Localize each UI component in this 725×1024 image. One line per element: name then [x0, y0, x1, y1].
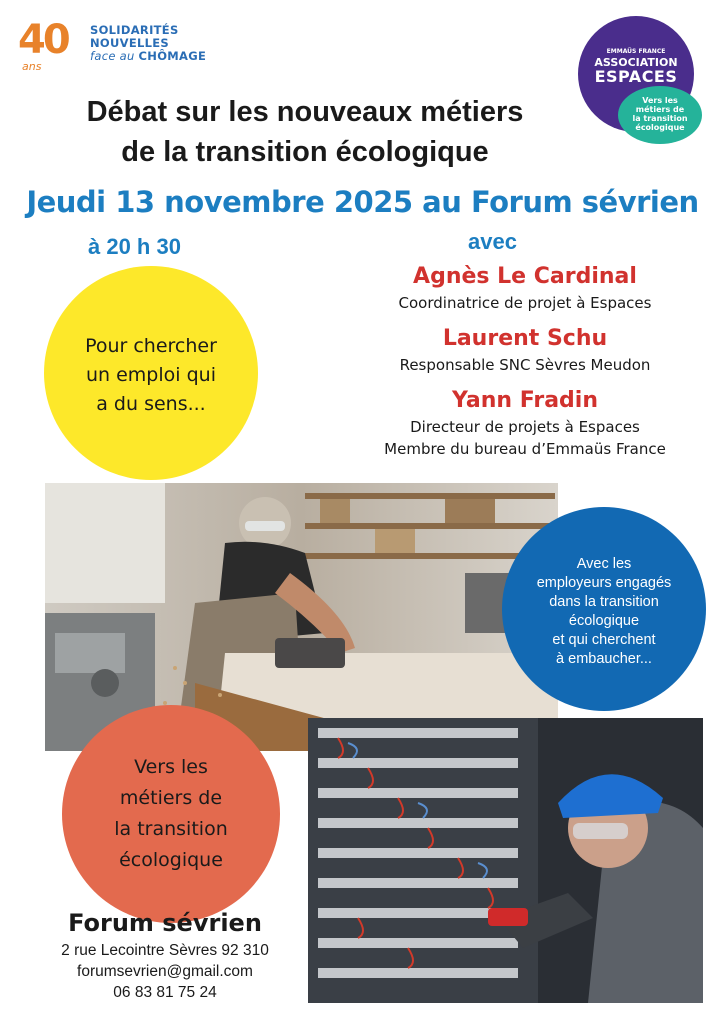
- blue-bubble: [502, 507, 706, 711]
- speaker-role: Directeur de projets à Espaces: [410, 418, 640, 436]
- blue-bubble-text: [537, 549, 672, 669]
- snc-line2: NOUVELLES: [90, 36, 169, 50]
- title-line-2: de la transition écologique: [121, 136, 489, 168]
- blue-line-4: écologique: [568, 613, 640, 629]
- blue-line-3: dans la transition: [549, 594, 659, 610]
- speaker-name: Laurent Schu: [442, 326, 608, 351]
- coral-bubble-text: [114, 752, 227, 876]
- espaces-logo-tagline: [618, 96, 702, 132]
- speaker-name: Agnès Le Cardinal: [413, 264, 637, 289]
- speaker-role: Coordinatrice de projet à Espaces: [398, 294, 652, 312]
- espaces-logo-small: EMMAÜS FRANCE: [606, 48, 666, 55]
- title-line-1: Débat sur les nouveaux métiers: [86, 96, 524, 128]
- espaces-logo-name: ESPACES: [594, 67, 678, 86]
- coral-bubble: [62, 705, 280, 923]
- snc-logo-text: [90, 24, 206, 63]
- electrician-photo: [308, 718, 703, 1003]
- coral-line-1: Vers les: [134, 756, 208, 778]
- snc-logo: [18, 17, 218, 84]
- snc-line1: SOLIDARITÉS: [90, 23, 179, 37]
- woodworker-photo: [45, 483, 558, 751]
- espaces-tag-2: métiers de: [635, 105, 685, 114]
- event-date: Jeudi 13 novembre 2025 au Forum sévrien: [26, 185, 699, 219]
- coral-line-2: métiers de: [119, 787, 223, 809]
- venue-address: 2 rue Lecointre Sèvres 92 310: [61, 942, 269, 959]
- yellow-line-1: Pour chercher: [85, 334, 217, 357]
- venue-phone[interactable]: 06 83 81 75 24: [113, 984, 217, 1001]
- speaker-role: Membre du bureau d’Emmaüs France: [384, 440, 666, 458]
- blue-line-1: Avec les: [576, 556, 632, 572]
- speaker-role: Responsable SNC Sèvres Meudon: [399, 356, 651, 374]
- avec-label: avec: [468, 229, 517, 254]
- snc-logo-ans: ans: [22, 60, 42, 73]
- yellow-line-3: a du sens...: [96, 392, 206, 415]
- snc-line3b: CHÔMAGE: [138, 49, 207, 63]
- blue-line-6: à embaucher...: [556, 651, 652, 667]
- venue-name: Forum sévrien: [68, 909, 262, 937]
- espaces-tag-3: la transition: [632, 114, 688, 123]
- snc-line3a: face au: [90, 49, 139, 63]
- coral-line-4: écologique: [119, 849, 223, 871]
- yellow-bubble-text: [85, 328, 217, 419]
- speaker-name: Yann Fradin: [451, 388, 598, 413]
- venue-block: [30, 906, 300, 1003]
- coral-line-3: la transition: [114, 818, 228, 840]
- blue-line-5: et qui cherchent: [552, 632, 656, 648]
- page-title: [0, 92, 610, 172]
- yellow-bubble: [44, 266, 258, 480]
- venue-email[interactable]: forumsevrien@gmail.com: [77, 963, 253, 980]
- snc-logo-number: 40: [18, 17, 68, 63]
- espaces-tag-1: Vers les: [642, 96, 678, 105]
- espaces-tag-4: écologique: [635, 123, 685, 132]
- blue-line-2: employeurs engagés: [536, 575, 672, 591]
- speakers-list: [340, 262, 710, 460]
- event-time: à 20 h 30: [88, 234, 181, 259]
- yellow-line-2: un emploi qui: [85, 363, 216, 386]
- espaces-logo-assoc: ASSOCIATION: [594, 56, 678, 69]
